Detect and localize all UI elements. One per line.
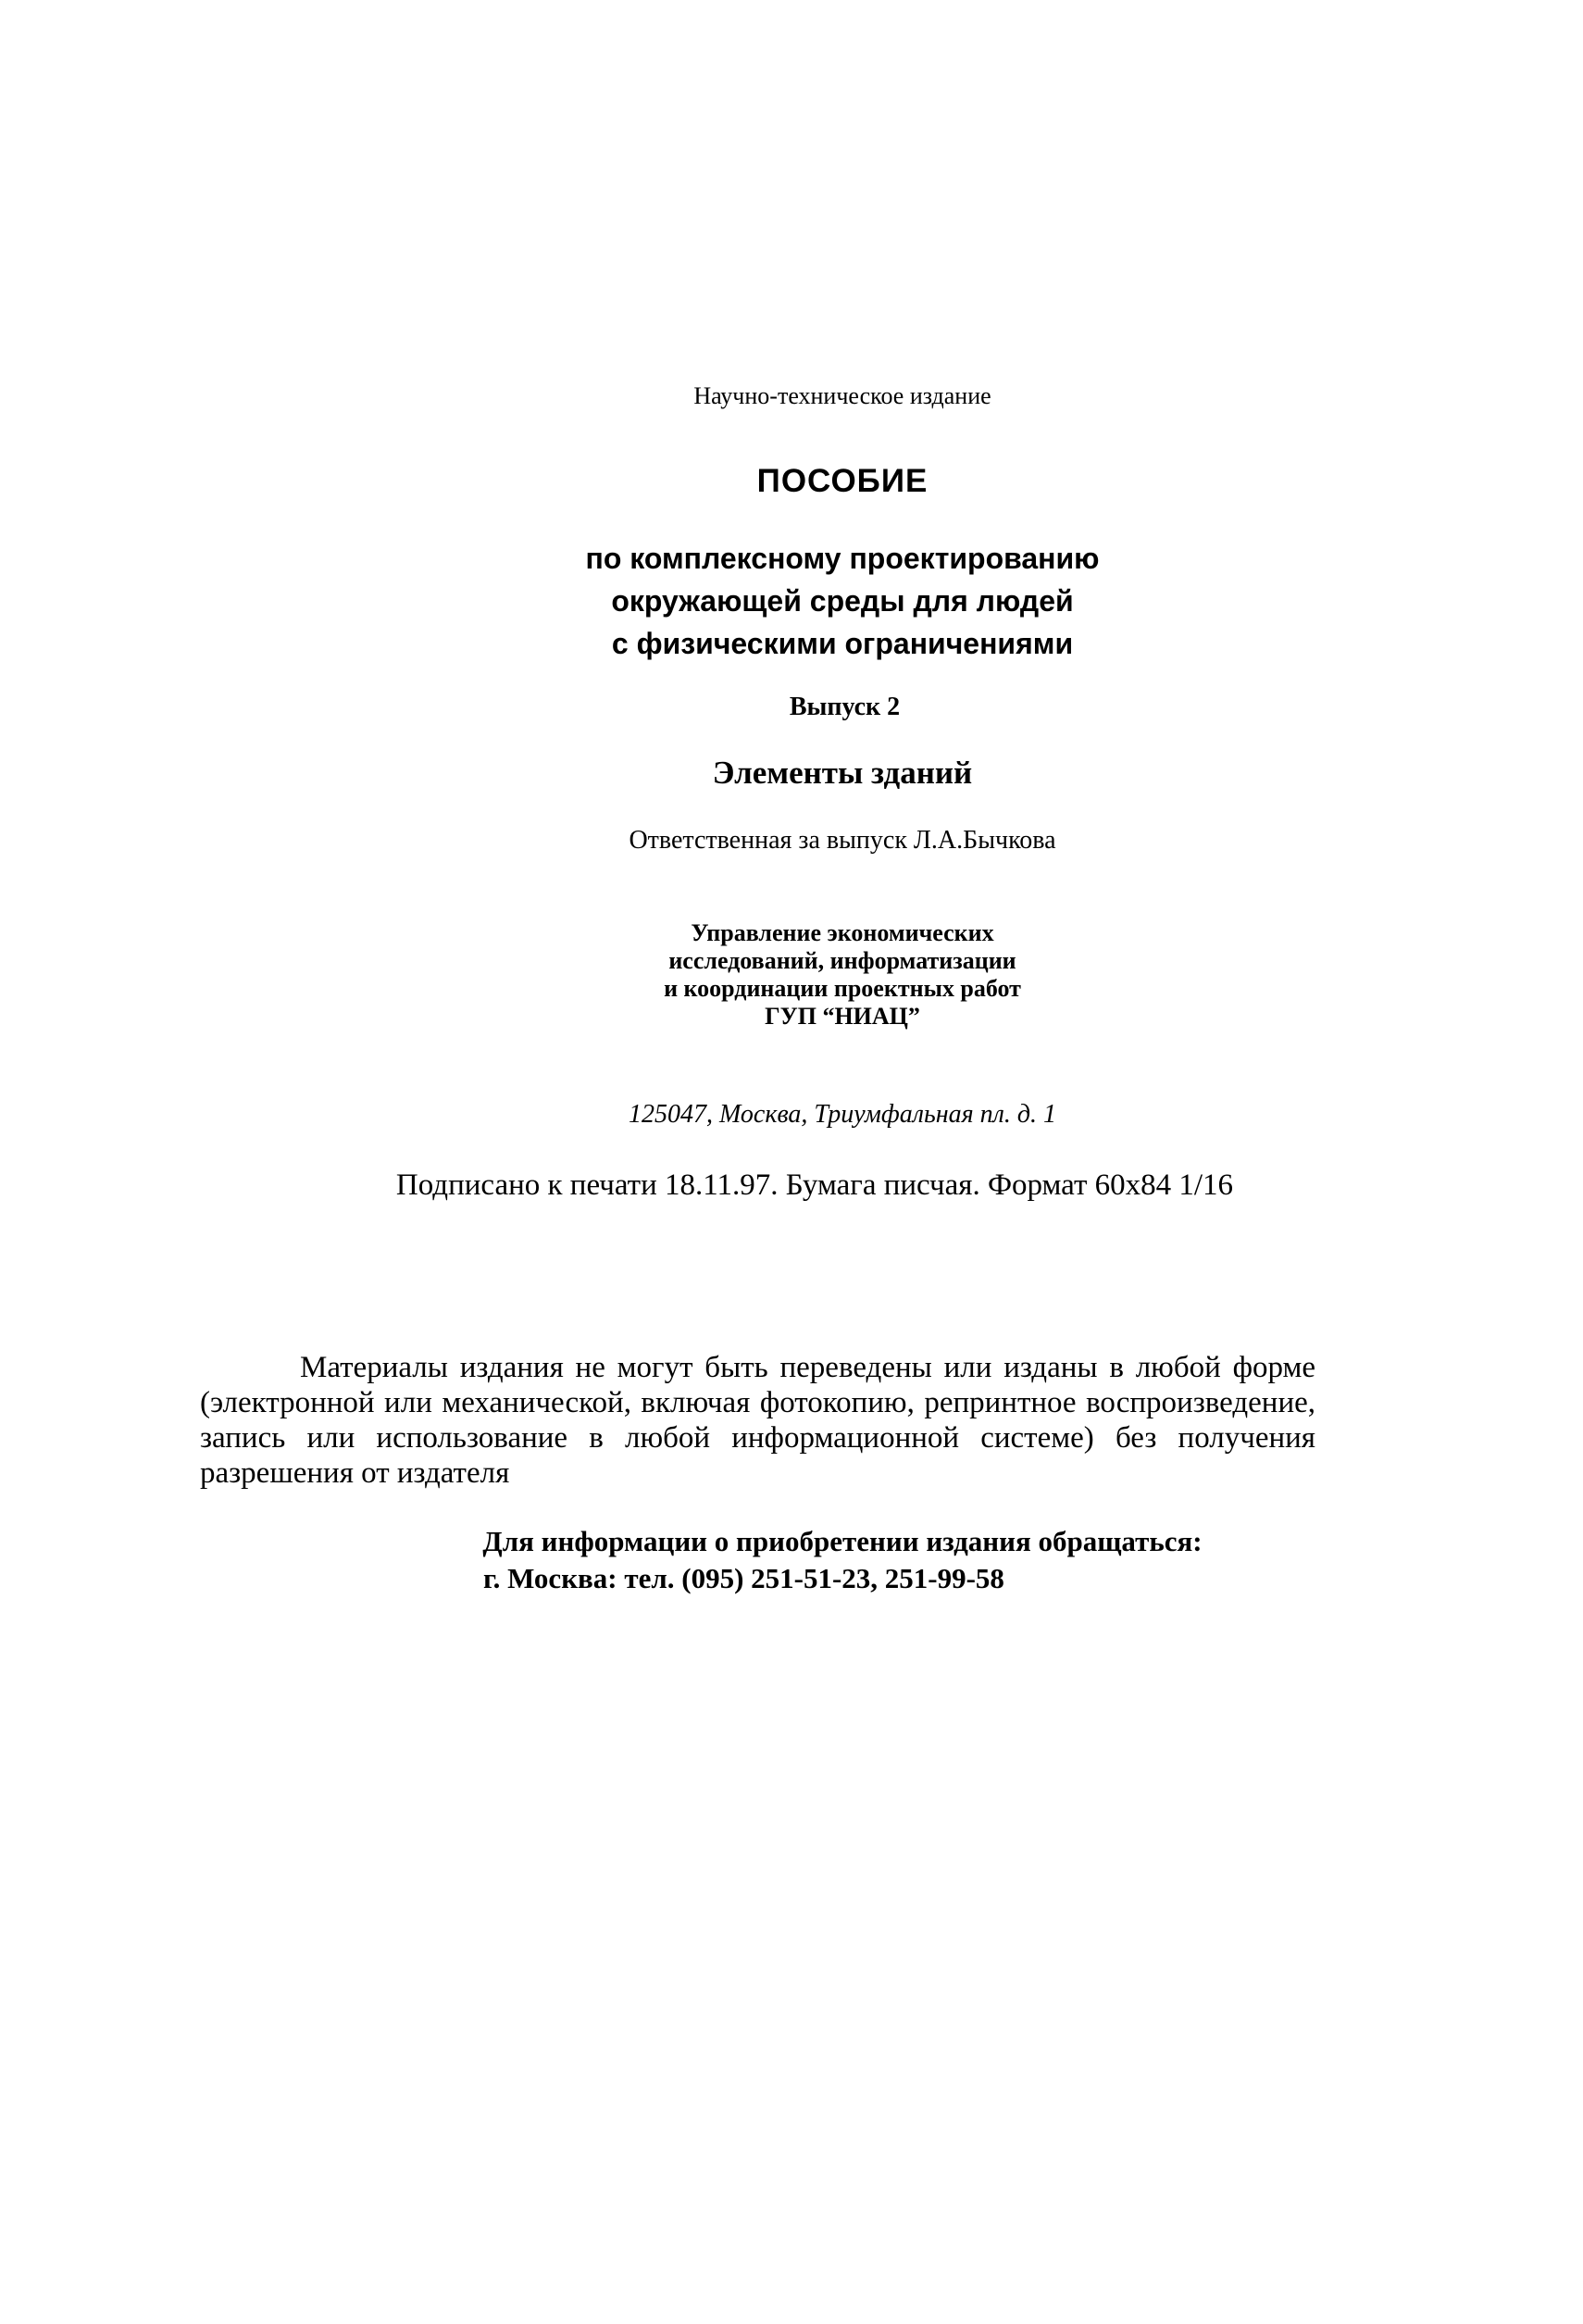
publisher-line: и координации проектных работ [664, 975, 1021, 1002]
document-title: ПОСОБИЕ [756, 463, 929, 499]
document-subtitle [0, 537, 1583, 665]
publisher-block [0, 919, 1583, 1031]
publisher-address: 125047, Москва, Триумфальная пл. д. 1 [629, 1100, 1056, 1129]
volume-title: Элементы зданий [712, 755, 973, 791]
subtitle-line: по комплексному проектированию [585, 542, 1100, 575]
print-details: Подписано к печати 18.11.97. Бумага писчая. Формат 60х84 1/16 [395, 1168, 1234, 1202]
issue-number: Выпуск 2 [789, 693, 901, 721]
publisher-line: ГУП “НИАЦ” [765, 1003, 920, 1030]
rights-notice: Материалы издания не могут быть переведены или изданы в любой форме (электронной или механической, включая фотокопию, репринтное воспроизведение, запись или использование в любой информационной системе) без получения разрешения от издателя [200, 1351, 1315, 1490]
subtitle-line: окружающей среды для людей [611, 584, 1074, 618]
contact-phone: г. Москва: тел. (095) 251-51-23, 251-99-58 [483, 1562, 1004, 1594]
subtitle-line: с физическими ограничениями [611, 627, 1074, 660]
responsible-editor: Ответственная за выпуск Л.А.Бычкова [629, 826, 1056, 855]
edition-type: Научно-техническое издание [693, 382, 991, 409]
contact-heading: Для информации о приобретении издания обращаться: [482, 1525, 1203, 1557]
publisher-line: Управление экономических [691, 919, 994, 946]
publisher-line: исследований, информатизации [668, 947, 1016, 974]
